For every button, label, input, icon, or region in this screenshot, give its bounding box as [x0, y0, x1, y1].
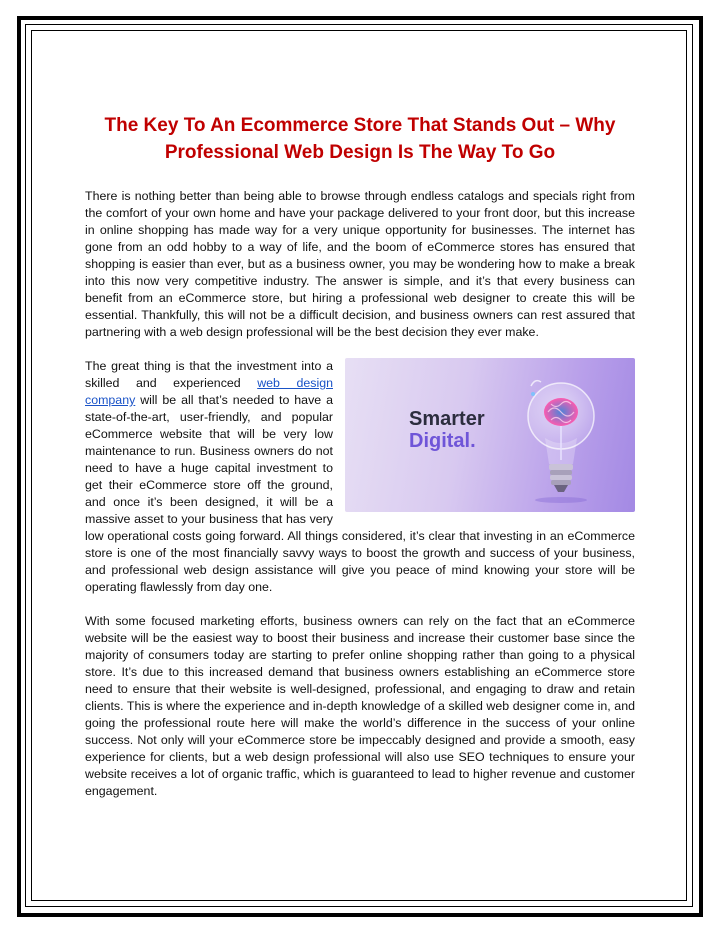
brand-line-1: Smarter — [409, 408, 485, 430]
document-title: The Key To An Ecommerce Store That Stands Out – Why Professional Web Design Is The Way To Go — [104, 115, 616, 163]
paragraph-investment — [85, 358, 635, 596]
paragraph-investment-text-before: The great thing is that the investment into a skilled and experienced — [85, 359, 333, 390]
smarter-digital-image — [345, 358, 635, 512]
document-body — [85, 112, 635, 817]
lightbulb-brain-icon — [521, 368, 601, 504]
web-design-company-link[interactable]: web design company — [85, 376, 333, 407]
brand-line-2: Digital. — [409, 430, 476, 452]
paragraph-intro: There is nothing better than being able to browse through endless catalogs and specials right from the comfort of your own home and have your package delivered to your front door, but this increase in online shopping has made way for a very unique opportunity for businesses. The internet has gone from an odd hobby to a way of life, and the boom of eCommerce stores has ensured that shopping is easier than ever, but as a business owner, you may be wondering how to make a break into this now very competitive industry. The answer is simple, and it’s that every business can benefit from an eCommerce store, but hiring a professional web designer to create this will be essential. Thankfully, this will not be a difficult decision, and business owners can rest assured that partnering with a web design professional will be the best decision they ever make. — [85, 189, 635, 339]
paragraph-marketing: With some focused marketing efforts, business owners can rely on the fact that an eCommerce website will be the easiest way to boost their business and increase their customer base since the majority of consumers today are starting to prefer online shopping rather than going to a physical store. It’s due to this increased demand that business owners establishing an eCommerce store need to ensure that their website is well-designed, professional, and engaging to draw and retain clients. This is where the experience and in-depth knowledge of a skilled web designer come in, and going the professional route here will make the world’s difference in the success of your online success. Not only will your eCommerce store be impeccably designed and provide a smooth, easy experience for clients, but a web design professional will also use SEO techniques to ensure your website receives a lot of organic traffic, which is guaranteed to lead to higher revenue and customer engagement. — [85, 614, 635, 798]
paragraph-investment-text-after: will be all that’s needed to have a state-of-the-art, user-friendly, and popular eCommerce website that will be very low maintenance to run. Business owners do not need to have a huge capital investment to get their eCommerce store off the ground, and once it’s been designed, it will be a massive asset to your business that has very low operational costs going forward. All things considered, it’s clear that investing in an eCommerce store is one of the most financially savvy ways to boost the growth and success of your business, and professional web design assistance will give you peace of mind knowing your store will be operating flawlessly from day one. — [85, 393, 635, 594]
brand-logo — [409, 408, 485, 452]
